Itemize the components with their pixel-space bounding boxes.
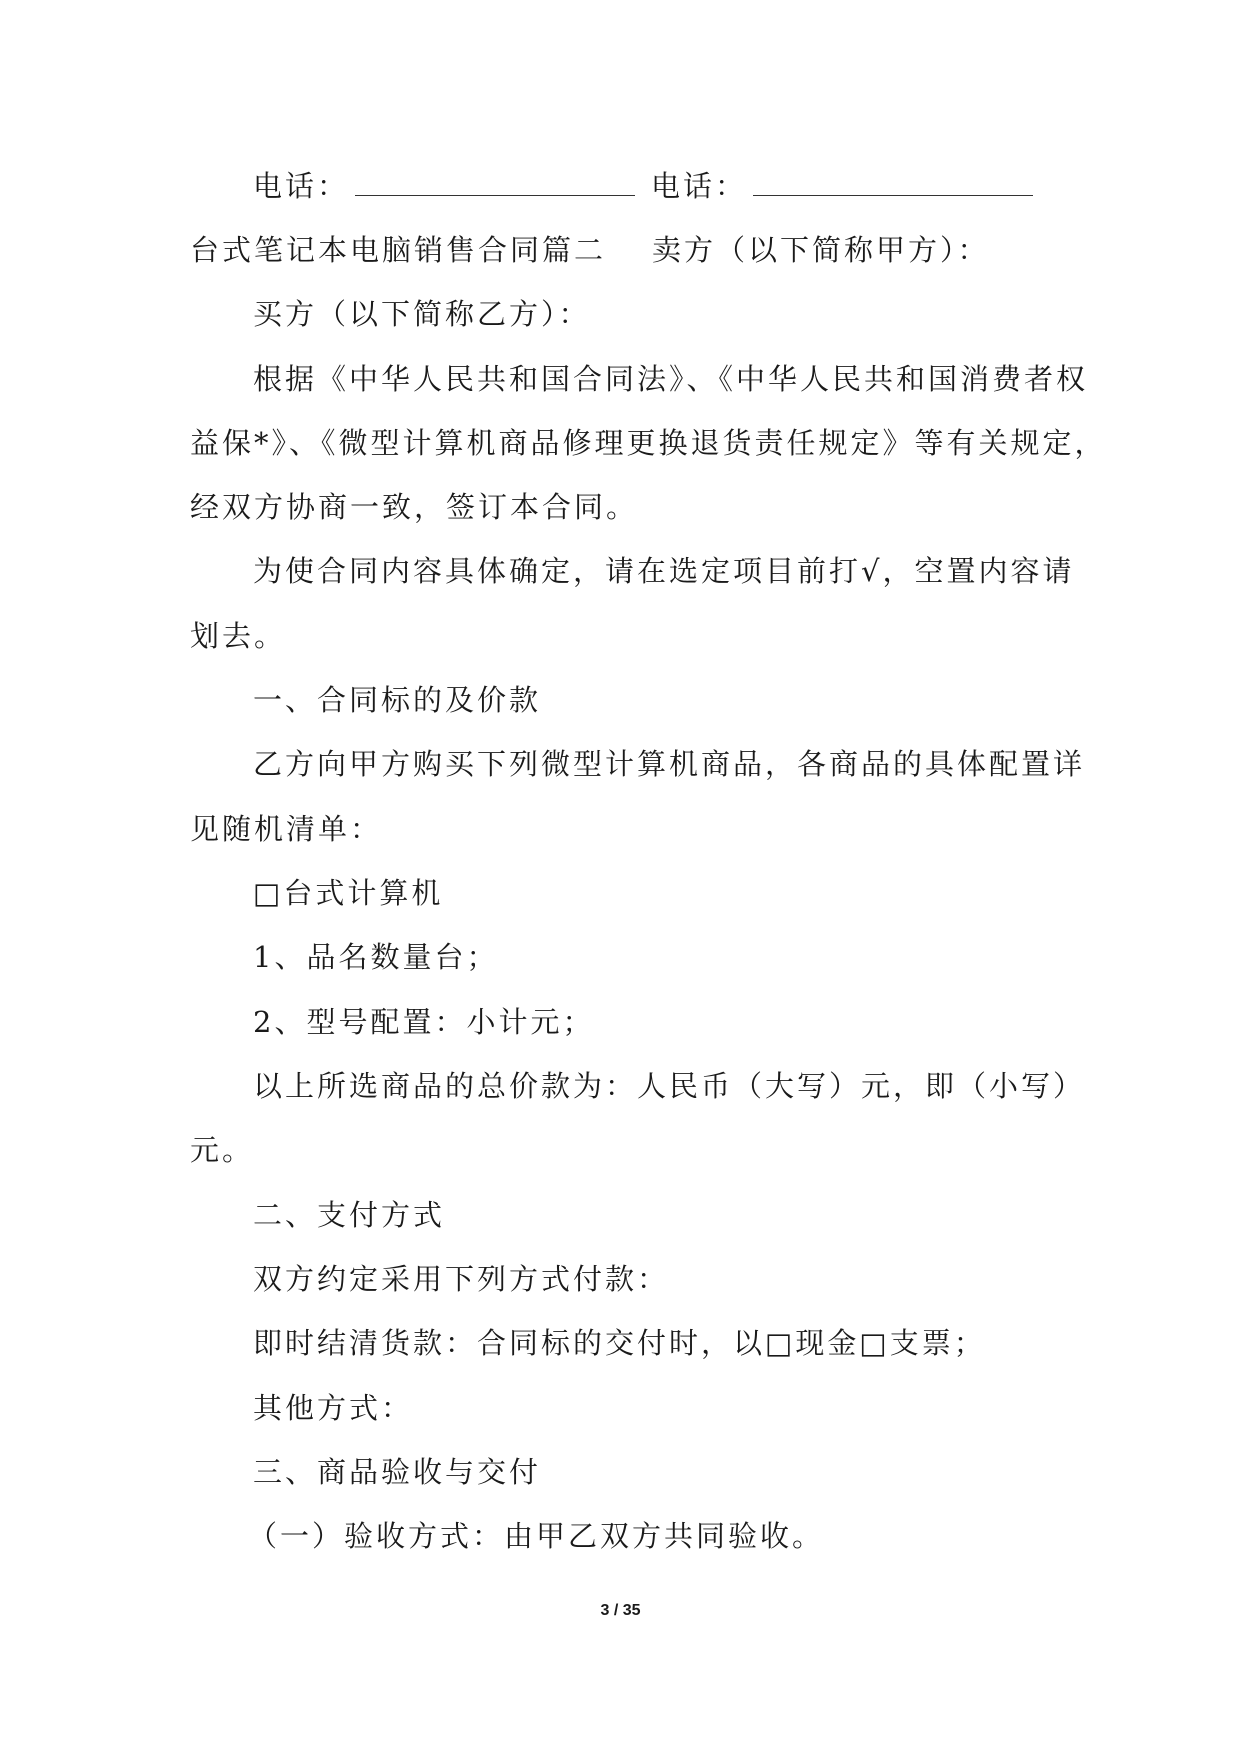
phone-label-right: 电话： <box>651 169 748 203</box>
paragraph-line: 双方约定采用下列方式付款： <box>253 1262 670 1296</box>
title-line <box>190 233 990 267</box>
paragraph-line: 即时结清货款：合同标的交付时，以□现金□支票； <box>253 1326 986 1360</box>
paragraph-line: 其他方式： <box>253 1391 414 1425</box>
phone-label-left: 电话： <box>253 169 350 203</box>
paragraph-line: 益保*》、《微型计算机商品修理更换退货责任规定》等有关规定， <box>190 426 1107 460</box>
paragraph-line: 以上所选商品的总价款为：人民币（大写）元，即（小写） <box>253 1069 1086 1103</box>
paragraph-line: 乙方向甲方购买下列微型计算机商品，各商品的具体配置详 <box>253 747 1086 781</box>
list-item: 1、品名数量台； <box>253 940 499 974</box>
buyer-label: 买方（以下简称乙方）： <box>253 297 591 331</box>
paragraph-line: 经双方协商一致，签订本合同。 <box>190 490 639 524</box>
phone-blank-right <box>753 175 1033 196</box>
phone-blank-left <box>355 175 635 196</box>
paragraph-line: （一）验收方式：由甲乙双方共同验收。 <box>248 1519 825 1553</box>
paragraph-line: 元。 <box>190 1133 255 1167</box>
paragraph-line: 见随机清单： <box>190 812 383 846</box>
section-heading: 三、商品验收与交付 <box>253 1455 542 1489</box>
seller-label: 卖方（以下简称甲方）： <box>652 233 990 267</box>
paragraph-line: 根据《中华人民共和国合同法》、《中华人民共和国消费者权 <box>253 362 1089 396</box>
section-heading: 二、支付方式 <box>253 1198 446 1232</box>
section-heading: 一、合同标的及价款 <box>253 683 542 717</box>
paragraph-line: 为使合同内容具体确定，请在选定项目前打√，空置内容请 <box>253 554 1075 588</box>
paragraph-line: 划去。 <box>190 619 287 653</box>
contract-title: 台式笔记本电脑销售合同篇二 <box>190 233 607 267</box>
list-item: 2、型号配置：小计元； <box>253 1005 595 1039</box>
page-number: 3 / 35 <box>600 1602 641 1619</box>
phone-line <box>253 169 1049 203</box>
checkbox-item: □台式计算机 <box>253 876 444 910</box>
